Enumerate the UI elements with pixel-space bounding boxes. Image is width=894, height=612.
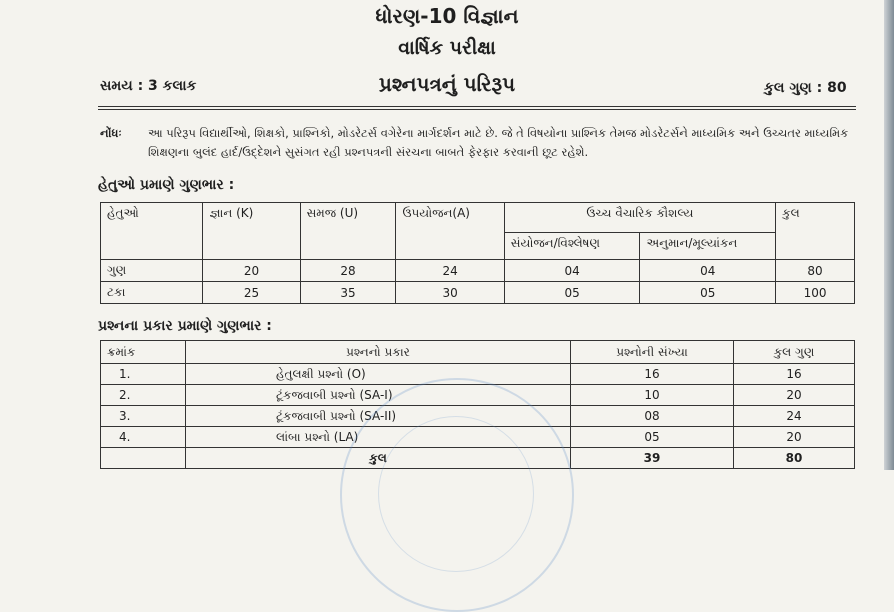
total-count: 39 — [571, 448, 734, 469]
question-types-header-row — [101, 341, 855, 364]
row-type: ટૂંકજવાબી પ્રશ્નો (SA-II) — [186, 406, 571, 427]
cell-value: 100 — [776, 282, 855, 304]
total-index-cell — [101, 448, 186, 469]
header-understanding: સમજ (U) — [300, 203, 396, 260]
title-line-3: પ્રશ્નપત્રનું પરિરૂપ — [378, 72, 516, 96]
time-label: સમય : 3 કલાક — [100, 78, 197, 94]
header-type: પ્રશ્નનો પ્રકાર — [186, 341, 571, 364]
cell-value: 25 — [203, 282, 300, 304]
header-analysis: સંયોજન/વિશ્લેષણ — [504, 233, 640, 260]
header-index: ક્રમાંક — [101, 341, 186, 364]
header-application: ઉપયોજન(A) — [396, 203, 504, 260]
objectives-title: હેતુઓ પ્રમાણે ગુણભાર : — [98, 177, 235, 193]
header-rule-bottom — [98, 109, 856, 110]
header-evaluation: અનુમાન/મૂલ્યાંકન — [640, 233, 776, 260]
title-line-1: ધોરણ-10 વિજ્ઞાન — [375, 4, 519, 28]
cell-value: 04 — [504, 260, 640, 282]
question-types-title: પ્રશ્નના પ્રકાર પ્રમાણે ગુણભાર : — [98, 318, 272, 334]
row-type: હેતુલક્ષી પ્રશ્નો (O) — [186, 364, 571, 385]
header-objective: હેતુઓ — [101, 203, 203, 260]
header-higher-order: ઉચ્ચ વૈચારિક કૌશલ્ય — [504, 203, 775, 233]
row-index: 1. — [101, 364, 186, 385]
header-total: કુલ — [776, 203, 855, 260]
cell-value: 30 — [396, 282, 504, 304]
table-row — [101, 260, 855, 282]
objectives-header-row — [101, 203, 855, 233]
note-text: આ પરિરૂપ વિદ્યાર્થીઓ, શિક્ષકો, પ્રાશ્નિકો, મોડરેટર્સ વગેરેના માર્ગદર્શન માટે છે. જે તે વિષયોના પ્રાશ્નિક તેમજ મોડરેટર્સને માધ્યમિક અને ઉચ્ચતર માધ્યમિક શિક્ષણના બુલંદ હાર્દ/ઉદ્દેશને સુસંગત રહી પ્રશ્નપત્રની સંરચના બાબતે ફેરફાર કરવાની છૂટ રહેશે. — [148, 126, 849, 159]
header-knowledge: જ્ઞાન (K) — [203, 203, 300, 260]
objectives-table — [100, 202, 855, 304]
note-label: નોંધઃ — [100, 126, 122, 140]
row-count: 05 — [571, 427, 734, 448]
note-block — [100, 124, 858, 162]
row-marks: 24 — [734, 406, 855, 427]
cell-value: 80 — [776, 260, 855, 282]
cell-value: 04 — [640, 260, 776, 282]
cell-value: 24 — [396, 260, 504, 282]
watermark-stamp-inner — [378, 416, 534, 572]
row-marks: 16 — [734, 364, 855, 385]
row-index: 4. — [101, 427, 186, 448]
header-marks: કુલ ગુણ — [734, 341, 855, 364]
total-marks: 80 — [734, 448, 855, 469]
row-marks: 20 — [734, 385, 855, 406]
row-index: 3. — [101, 406, 186, 427]
total-marks-label: કુલ ગુણ : 80 — [764, 80, 847, 96]
row-index: 2. — [101, 385, 186, 406]
cell-value: 20 — [203, 260, 300, 282]
page-edge-shadow — [884, 0, 894, 470]
row-count: 08 — [571, 406, 734, 427]
cell-value: 28 — [300, 260, 396, 282]
table-row — [101, 282, 855, 304]
row-count: 16 — [571, 364, 734, 385]
cell-value: 35 — [300, 282, 396, 304]
title-line-2: વાર્ષિક પરીક્ષા — [398, 37, 496, 59]
row-marks: 20 — [734, 427, 855, 448]
row-type: ટૂંકજવાબી પ્રશ્નો (SA-I) — [186, 385, 571, 406]
header-rule-top — [98, 106, 856, 107]
row-count: 10 — [571, 385, 734, 406]
row-type: લાંબા પ્રશ્નો (LA) — [186, 427, 571, 448]
row-label: ટકા — [101, 282, 203, 304]
cell-value: 05 — [640, 282, 776, 304]
cell-value: 05 — [504, 282, 640, 304]
row-label: ગુણ — [101, 260, 203, 282]
total-label: કુલ — [186, 448, 571, 469]
header-count: પ્રશ્નોની સંખ્યા — [571, 341, 734, 364]
